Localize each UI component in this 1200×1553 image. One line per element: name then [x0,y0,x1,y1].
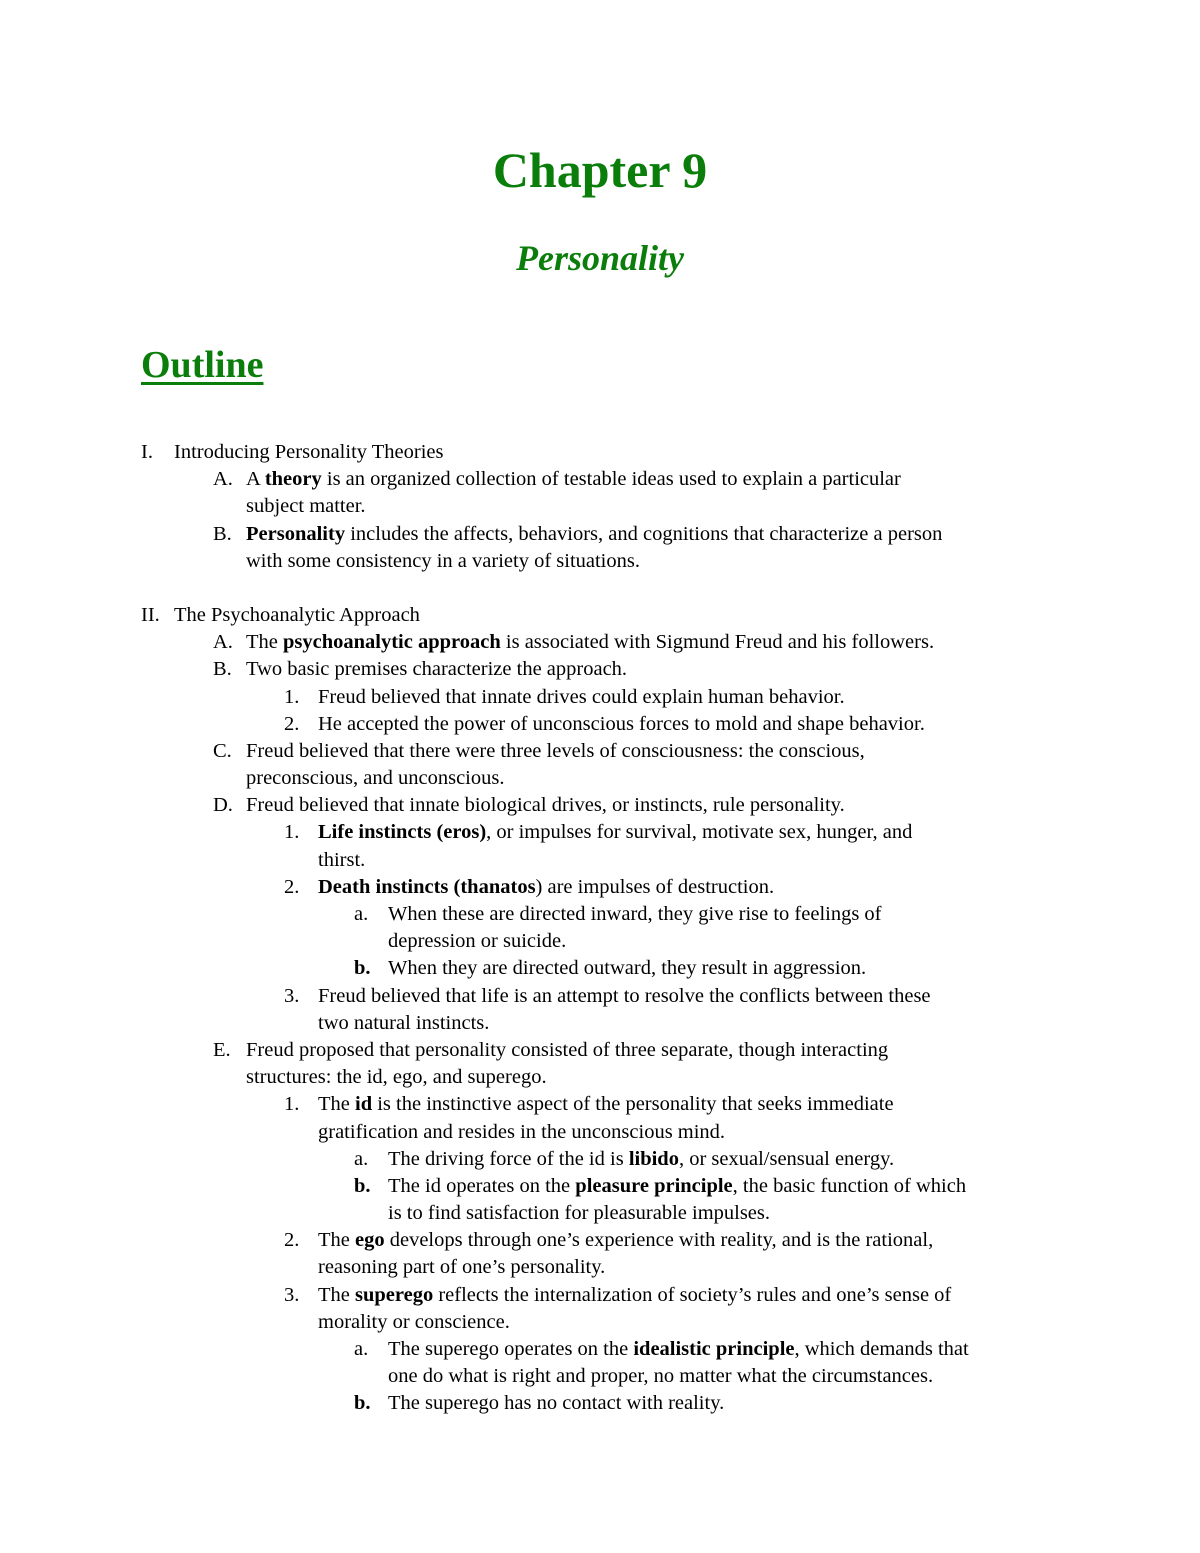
bold-term: psychoanalytic approach [283,631,501,654]
bold-term: id [355,1093,373,1116]
outline-text [388,1363,933,1390]
outline-line [0,602,1200,629]
outline-text [318,1119,725,1146]
outline-marker: B. [213,522,232,545]
outline-marker: b. [354,1392,371,1415]
bold-term: superego [355,1283,434,1306]
outline-text [174,602,420,629]
outline-marker: a. [354,1338,369,1360]
outline-text [318,1227,933,1254]
text-run: structures: the id, ego, and superego. [246,1066,547,1089]
outline-line [0,1037,1200,1064]
outline-marker: B. [213,658,232,681]
outline-marker: 2. [284,712,300,735]
text-run: one do what is right and proper, no matter what the circumstances. [388,1365,934,1388]
outline-text [246,521,942,548]
text-run: is the instinctive aspect of the personality that seeks immediate [372,1093,894,1116]
text-run: The superego operates on the [388,1338,634,1360]
outline-line [0,1091,1200,1118]
bold-term: Life instincts (eros) [318,821,487,844]
outline-line [0,1064,1200,1091]
chapter-title: Chapter 9 [492,142,708,198]
outline-marker: C. [213,739,232,762]
bold-term: ego [355,1229,385,1252]
outline-line [0,1173,1200,1200]
outline-text [318,684,845,711]
outline-text [174,439,443,466]
outline-text [246,548,640,575]
outline-text [318,1091,894,1118]
text-run: , or sexual/sensual energy. [678,1147,895,1170]
outline-marker: D. [213,794,233,817]
text-run: preconscious, and unconscious. [246,767,505,790]
outline-list [0,439,1200,1418]
outline-text [246,1064,547,1091]
outline-marker: 1. [284,1093,300,1116]
outline-text [246,738,865,765]
outline-line [0,792,1200,819]
outline-line [0,493,1200,520]
outline-text [318,711,925,738]
outline-line [0,684,1200,711]
text-run: is to find satisfaction for pleasurable impulses. [388,1202,771,1225]
outline-line [0,1227,1200,1254]
outline-line [0,847,1200,874]
outline-text [246,493,366,520]
outline-line [0,1010,1200,1037]
outline-text [318,847,365,874]
text-run: Introducing Personality Theories [174,441,444,463]
outline-marker: a. [354,903,369,925]
text-run: , which demands that [794,1338,969,1360]
text-run: The [318,1283,355,1306]
outline-line [0,765,1200,792]
text-run: gratification and resides in the unconscious mind. [318,1120,726,1143]
outline-text [318,874,774,901]
outline-marker: a. [354,1147,369,1170]
outline-line [0,819,1200,846]
outline-line [0,656,1200,683]
bold-term: pleasure principle [575,1174,733,1197]
outline-text [318,819,912,846]
bold-term: libido [628,1147,679,1170]
text-run: two natural instincts. [318,1011,490,1034]
text-run: is associated with Sigmund Freud and his followers. [500,631,935,654]
outline-line [0,955,1200,982]
outline-text [246,656,627,683]
text-run: He accepted the power of unconscious forces to mold and shape behavior. [318,712,925,735]
outline-line [0,466,1200,493]
outline-line [0,711,1200,738]
text-run: Two basic premises characterize the approach. [246,658,628,681]
text-run: Freud believed that life is an attempt to resolve the conflicts between these [318,984,931,1007]
bold-term: Personality [246,522,346,545]
bold-term: Death instincts (thanatos [318,875,536,898]
outline-text [388,1146,894,1173]
text-run: subject matter. [246,495,366,518]
outline-text [318,1254,605,1281]
outline-text [318,1309,510,1336]
text-run: The id operates on the [388,1174,576,1197]
outline-line [0,1119,1200,1146]
outline-line [0,1363,1200,1390]
text-run: Freud believed that innate drives could explain human behavior. [318,685,845,708]
outline-line [0,1200,1200,1227]
outline-line [0,1146,1200,1173]
outline-heading: Outline [141,344,264,386]
text-run: The [246,631,283,654]
outline-text [318,1010,489,1037]
text-run: The Psychoanalytic Approach [174,603,420,626]
outline-line [0,629,1200,656]
outline-marker: II. [141,603,160,626]
text-run: When these are directed inward, they give rise to feelings of [388,903,882,925]
outline-text [246,629,934,656]
outline-text [246,765,504,792]
outline-marker: 1. [284,685,300,708]
text-run: Freud believed that innate biological drives, or instincts, rule personality. [246,794,845,817]
outline-line [0,738,1200,765]
outline-marker: 2. [284,1229,300,1252]
text-run: Freud believed that there were three levels of consciousness: the conscious, [246,739,865,762]
text-run: develops through one’s experience with reality, and is the rational, [384,1229,934,1252]
outline-text [388,1336,969,1363]
text-run: When they are directed outward, they result in aggression. [388,957,867,980]
outline-text [246,1037,888,1064]
outline-marker: E. [213,1038,231,1061]
outline-line [0,1336,1200,1363]
outline-line [0,928,1200,955]
outline-text [388,901,882,928]
outline-marker: b. [354,1174,371,1197]
bold-term: theory [264,468,322,491]
outline-line [0,1282,1200,1309]
outline-text [388,928,566,955]
outline-line [0,521,1200,548]
text-run: reflects the internalization of society’s rules and one’s sense of [433,1283,952,1306]
outline-marker: 2. [284,875,300,898]
outline-marker: A. [213,631,233,654]
bold-term: idealistic principle [633,1338,795,1360]
text-run: The superego has no contact with reality. [388,1392,725,1415]
outline-marker: 3. [284,1283,300,1306]
text-run: morality or conscience. [318,1310,510,1333]
outline-line [0,1390,1200,1417]
outline-line [0,548,1200,575]
text-run: ) are impulses of destruction. [535,875,775,898]
outline-marker: 1. [284,821,300,844]
text-run: A [246,468,265,491]
outline-text [388,1390,724,1417]
outline-marker: A. [213,468,233,491]
outline-line [0,901,1200,928]
outline-line [0,439,1200,466]
outline-marker: I. [141,441,153,463]
outline-text [318,983,931,1010]
text-run: The [318,1093,355,1116]
text-run: , or impulses for survival, motivate sex, hunger, and [486,821,913,844]
text-run: depression or suicide. [388,930,567,953]
outline-text [388,1200,770,1227]
outline-marker: b. [354,957,371,980]
text-run: includes the affects, behaviors, and cognitions that characterize a person [345,522,943,545]
outline-line [0,983,1200,1010]
text-run: is an organized collection of testable ideas used to explain a particular [321,468,901,491]
outline-line [0,874,1200,901]
outline-line [0,1254,1200,1281]
outline-line [0,1309,1200,1336]
outline-text [388,1173,966,1200]
text-run: reasoning part of one’s personality. [318,1256,606,1279]
outline-text [246,792,845,819]
outline-text [246,466,901,493]
text-run: The [318,1229,355,1252]
text-run: Freud proposed that personality consisted of three separate, though interacting [246,1038,889,1061]
outline-text [388,955,866,982]
text-run: thirst. [318,848,366,871]
outline-marker: 3. [284,984,300,1007]
chapter-subtitle: Personality [516,238,684,278]
text-run: , the basic function of which [732,1174,967,1197]
outline-text [318,1282,951,1309]
text-run: The driving force of the id is [388,1147,629,1170]
text-run: with some consistency in a variety of situations. [246,549,640,572]
